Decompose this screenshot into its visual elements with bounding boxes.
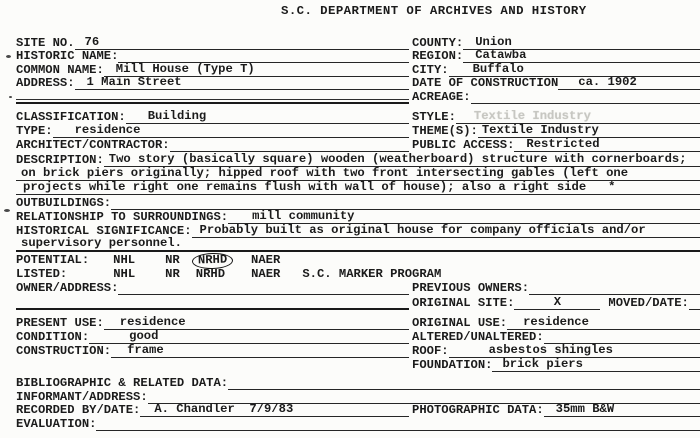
altered-unaltered-row [412,330,700,344]
page-title: S.C. DEPARTMENT OF ARCHIVES AND HISTORY [281,4,587,18]
site-no-row [16,36,409,50]
listed-naer: NAER [251,267,281,281]
style-erased-value: Textile Industry [456,110,700,124]
left-column-separator-row [16,90,409,104]
theme-row [412,124,700,138]
description-value-line3: projects while right one remains flush with wall of house); also a right side * [16,181,700,195]
construction-value: frame [111,344,409,358]
listed-label: LISTED: [16,267,68,281]
public-access-label: PUBLIC ACCESS: [412,138,515,152]
style-label: STYLE: [412,110,456,124]
relationship-value: mill community [228,210,700,224]
acreage-label: ACREAGE: [412,90,471,104]
historical-significance-value-line2: supervisory personnel. [16,237,700,252]
potential-naer: NAER [251,253,281,267]
classification-value: Building [126,110,409,124]
scan-double-line [16,99,409,100]
owner-address-continuation-row [16,296,409,310]
historical-significance-label: HISTORICAL SIGNIFICANCE: [16,224,192,238]
potential-row [16,253,700,267]
owner-address-value [118,294,409,295]
condition-value: good [89,330,409,344]
description-value-line1: Two story (basically square) wooden (weatherboard) structure with cornerboards; [104,153,700,167]
original-site-row [412,296,700,310]
original-use-label: ORIGINAL USE: [412,316,508,330]
description-row-2 [16,167,700,181]
region-row [412,49,700,63]
public-access-row [412,138,700,152]
present-use-label: PRESENT USE: [16,316,104,330]
site-no-label: SITE NO. [16,36,75,50]
informant-address-row [16,390,700,404]
potential-nrhd-circled: NRHD [192,252,234,269]
potential-label: POTENTIAL: [16,253,90,267]
description-row-1 [16,153,700,167]
photographic-data-label: PHOTOGRAPHIC DATA: [412,403,544,417]
address-value: 1 Main Street [75,76,409,90]
scan-speck [9,96,12,98]
acreage-value [471,103,700,104]
county-row [412,36,700,50]
listed-nrhd: NRHD [195,267,226,281]
altered-unaltered-label: ALTERED/UNALTERED: [412,330,544,344]
description-row-3 [16,181,700,195]
classification-label: CLASSIFICATION: [16,110,126,124]
historical-significance-value-line1: Probably built as original house for company officials and/or [192,224,700,238]
common-name-value: Mill House (Type T) [104,63,409,77]
type-label: TYPE: [16,124,53,138]
outbuildings-label: OUTBUILDINGS: [16,196,112,210]
city-value: Buffalo [449,63,700,77]
public-access-value: Restricted [514,138,700,152]
owner-address-row [16,281,409,295]
city-label: CITY: [412,63,449,77]
description-value-line2: on brick piers originally; hipped roof with two front intersecting gables (left one [16,167,700,181]
potential-nr: NR [165,253,180,267]
listed-nr: NR [165,267,180,281]
evaluation-label: EVALUATION: [16,417,97,431]
site-no-value: 76 [75,36,409,50]
left-separator-line [16,102,409,104]
city-row [412,63,700,77]
outbuildings-row [16,196,700,210]
condition-row [16,330,409,344]
foundation-row [412,358,700,372]
description-label: DESCRIPTION: [16,153,104,167]
owner-address-label: OWNER/ADDRESS: [16,281,119,295]
original-use-row [412,316,700,330]
listed-sc-marker-program: S.C. MARKER PROGRAM [302,267,442,281]
historical-significance-row-1 [16,224,700,238]
type-value: residence [53,124,409,138]
historic-name-row [16,49,409,63]
construction-label: CONSTRUCTION: [16,344,112,358]
recorded-by-date-value: A. Chandler 7/9/83 [140,403,409,417]
moved-date-label: MOVED/DATE: [608,296,689,310]
region-label: REGION: [412,49,464,63]
present-use-row [16,316,409,330]
classification-row [16,110,409,124]
original-use-value: residence [507,316,700,330]
address-row [16,76,409,90]
region-value: Catawba [463,49,700,63]
date-of-construction-value: ca. 1902 [558,76,700,90]
listed-row [16,267,700,281]
acreage-row [412,90,700,104]
moved-date-value [689,309,700,310]
relationship-row [16,210,700,224]
scan-speck [6,55,11,58]
photographic-data-value: 35mm B&W [544,403,700,417]
type-row [16,124,409,138]
informant-address-label: INFORMANT/ADDRESS: [16,390,148,404]
common-name-label: COMMON NAME: [16,63,104,77]
foundation-value: brick piers [492,358,700,372]
photographic-data-row [412,403,700,417]
original-site-value: X [514,296,600,310]
bibliographic-label: BIBLIOGRAPHIC & RELATED DATA: [16,376,229,390]
relationship-label: RELATIONSHIP TO SURROUNDINGS: [16,210,229,224]
condition-label: CONDITION: [16,330,90,344]
theme-label: THEME(S): [412,124,478,138]
owner-address-continuation-line [16,308,409,310]
recorded-by-date-label: RECORDED BY/DATE: [16,403,141,417]
county-value: Union [463,36,700,50]
evaluation-row [16,417,700,431]
address-label: ADDRESS: [16,76,75,90]
architect-contractor-label: ARCHITECT/CONTRACTOR: [16,138,170,152]
bibliographic-row [16,376,700,390]
county-label: COUNTY: [412,36,464,50]
foundation-label: FOUNDATION: [412,358,493,372]
common-name-row [16,63,409,77]
roof-label: ROOF: [412,344,449,358]
roof-row [412,344,700,358]
roof-value: asbestos shingles [449,344,700,358]
scan-speck [4,209,10,212]
theme-value: Textile Industry [478,124,700,138]
original-site-label: ORIGINAL SITE: [412,296,515,310]
date-of-construction-label: DATE OF CONSTRUCTION [412,76,559,90]
construction-row [16,344,409,358]
architect-contractor-value [170,151,409,152]
architect-contractor-row [16,138,409,152]
present-use-value: residence [104,316,409,330]
style-row [412,110,700,124]
recorded-by-date-row [16,403,409,417]
historic-name-label: HISTORIC NAME: [16,49,119,63]
previous-owners-row [412,281,700,295]
historical-significance-row-2 [16,238,700,252]
listed-nhl: NHL [113,267,136,281]
previous-owners-label: PREVIOUS OWNERS: [412,281,530,295]
date-of-construction-row [412,76,700,90]
evaluation-value [96,430,700,431]
potential-nhl: NHL [113,253,136,267]
